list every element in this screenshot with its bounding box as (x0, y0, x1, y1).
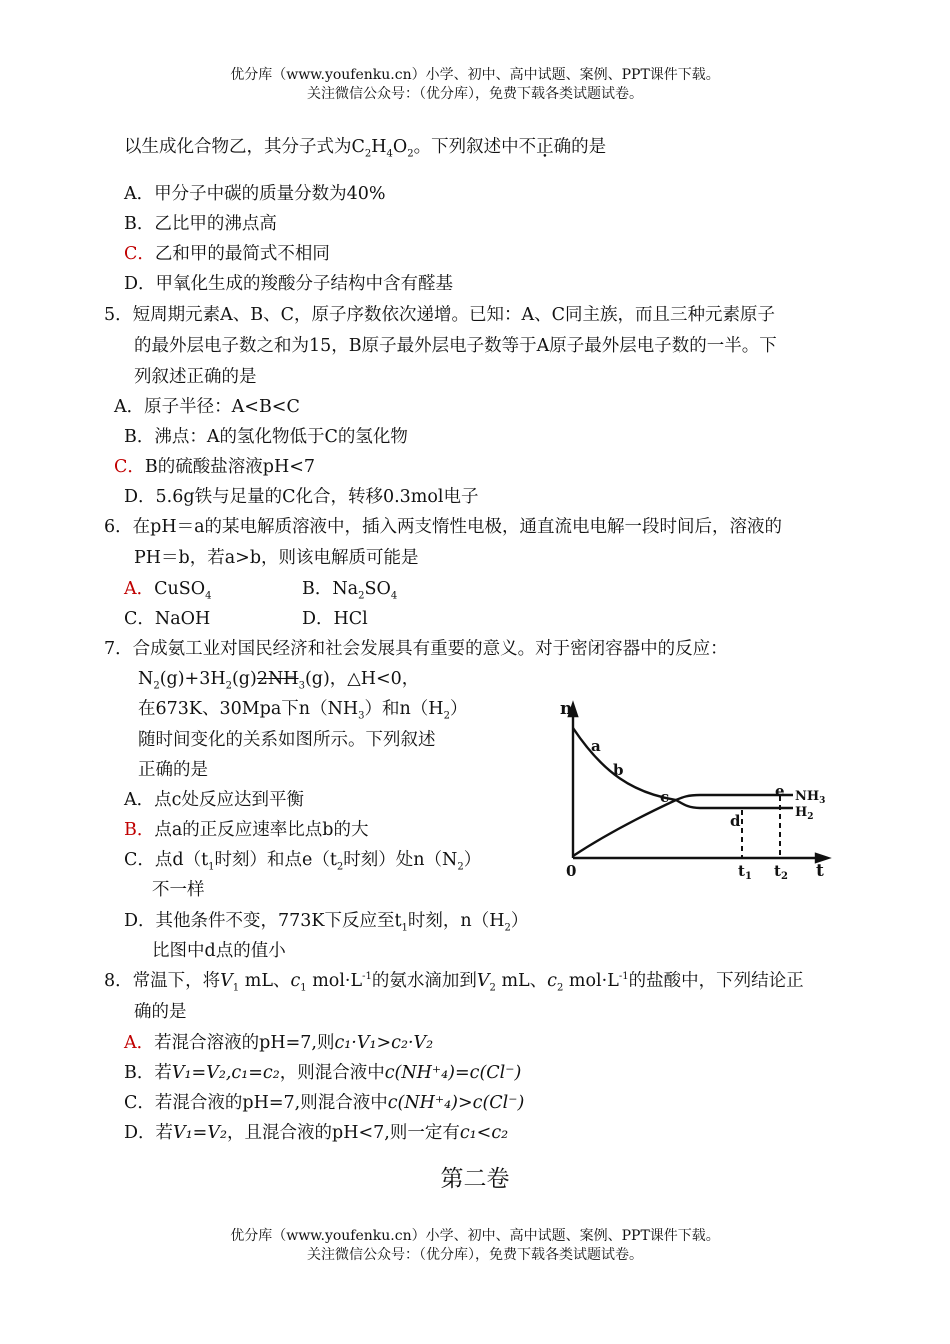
q7-option-d-1: D．其他条件不变，773K下反应至$t_1$时刻，$n(H_2)$ (124, 911, 529, 934)
label-t1: $t_1$ (738, 862, 752, 880)
reversible-arrow-icon: 2NH (256, 669, 299, 689)
q8-stem-2: 确的是 (134, 1002, 187, 1022)
point-e: e (775, 782, 785, 800)
q6-option-a: A．CuSO$_4$ (124, 579, 212, 602)
q6-option-c: C．NaOH (124, 609, 211, 629)
q7-option-d-2: 比图中d点的值小 (152, 941, 286, 961)
q6-option-b: B．$Na_2SO_4$ (302, 579, 398, 602)
q6-stem-1: 6．在pH＝a的某电解质溶液中，插入两支惰性电极，通直流电电解一段时间后，溶液的 (104, 517, 783, 537)
graph-origin: 0 (566, 862, 577, 880)
q5-stem-2: 的最外层电子数之和为15，B原子最外层电子数等于A原子最外层电子数的一半。下 (134, 336, 777, 356)
q4-option-c: C．乙和甲的最简式不相同 (124, 244, 330, 264)
answer-mark: A． (124, 1033, 155, 1053)
q6-option-d: D．HCl (302, 609, 368, 629)
answer-mark: C． (114, 457, 145, 477)
q7-stem-4: 随时间变化的关系如图所示。下列叙述 (138, 730, 436, 750)
q8-option-a: A．若混合溶液的pH=7,则c₁·V₁>c₂·V₂ (124, 1033, 434, 1053)
header-line-2: 关注微信公众号：（优分库），免费下载各类试题试卷。 (307, 86, 643, 102)
answer-mark: A． (124, 579, 155, 599)
label-h2: $H_2$ (795, 805, 814, 822)
footer-line-2: 关注微信公众号：（优分库），免费下载各类试题试卷。 (307, 1247, 643, 1263)
q4-stem: 以生成化合物乙，其分子式为$C_2H_4O_2$。下列叙述中不正确的是 (124, 137, 607, 160)
reaction-graph (558, 698, 840, 880)
answer-mark: B． (124, 820, 155, 840)
q4-option-d: D．甲氧化生成的羧酸分子结构中含有醛基 (124, 274, 454, 294)
header-line-1: 优分库（www.youfenku.cn）小学、初中、高中试题、案例、PPT课件下载。 (230, 67, 720, 83)
answer-mark: C． (124, 244, 155, 264)
q7-stem-3: 在673K、30Mpa下$n(NH_3)$和$n(H_2)$ (138, 699, 468, 722)
section-title: 第二卷 (440, 1166, 510, 1192)
emphasis-not-correct: 不正确 (518, 137, 572, 157)
footer-line-1: 优分库（www.youfenku.cn）小学、初中、高中试题、案例、PPT课件下载。 (230, 1228, 720, 1244)
q5-option-d: D．5.6g铁与足量的C化合，转移0.3mol电子 (124, 487, 479, 507)
q5-stem-1: 5．短周期元素A、B、C，原子序数依次递增。已知：A、C同主族，而且三种元素原子 (104, 305, 776, 325)
graph-y-label: n (560, 699, 573, 719)
q5-option-b: B．沸点：A的氢化物低于C的氢化物 (124, 427, 408, 447)
q8-option-b: B．若V₁=V₂,c₁=c₂，则混合液中c(NH⁺₄)=c(Cl⁻) (124, 1063, 522, 1083)
q7-option-a: A．点c处反应达到平衡 (124, 790, 304, 810)
q5-option-c: C．B的硫酸盐溶液pH<7 (114, 457, 316, 477)
q7-option-b: B．点a的正反应速率比点b的大 (124, 820, 369, 840)
q4-option-b: B．乙比甲的沸点高 (124, 214, 277, 234)
label-nh3: $NH_3$ (795, 789, 826, 806)
q5-option-a: A．原子半径：A<B<C (114, 397, 300, 417)
q7-stem-1: 7．合成氨工业对国民经济和社会发展具有重要的意义。对于密闭容器中的反应： (104, 639, 728, 659)
q7-equation: $N_2(g)+3H_2(g)2NH_3(g)$，△H<0， (138, 669, 420, 692)
q8-option-d: D．若V₁=V₂，且混合液的pH<7,则一定有c₁<c₂ (124, 1123, 509, 1143)
point-b: b (613, 761, 624, 779)
graph-x-label: t (816, 861, 824, 880)
point-d: d (730, 812, 741, 830)
q7-option-c-2: 不一样 (152, 880, 205, 900)
label-t2: $t_2$ (774, 862, 788, 880)
q7-stem-5: 正确的是 (138, 760, 208, 780)
q4-option-a: A．甲分子中碳的质量分数为40% (124, 184, 386, 204)
q7-option-c-1: C．点$d(t_1$时刻）和点$e(t_2$时刻）处$n(N_2)$ (124, 850, 482, 873)
point-a: a (591, 737, 601, 755)
q5-stem-3: 列叙述正确的是 (134, 367, 257, 387)
q8-option-c: C．若混合液的pH=7,则混合液中c(NH⁺₄)>c(Cl⁻) (124, 1093, 525, 1113)
point-c: c (660, 788, 670, 806)
q8-stem-1: 8．常温下，将$V_1$ mL、$c_1$ $mol\cdot L^{-1}$的氨水滴加到$V_2$ mL、$c_2$ $mol\cdot L^{-1}$的盐酸中，下列结论正 (104, 971, 804, 994)
q6-stem-2: PH＝b，若a>b，则该电解质可能是 (134, 548, 419, 568)
